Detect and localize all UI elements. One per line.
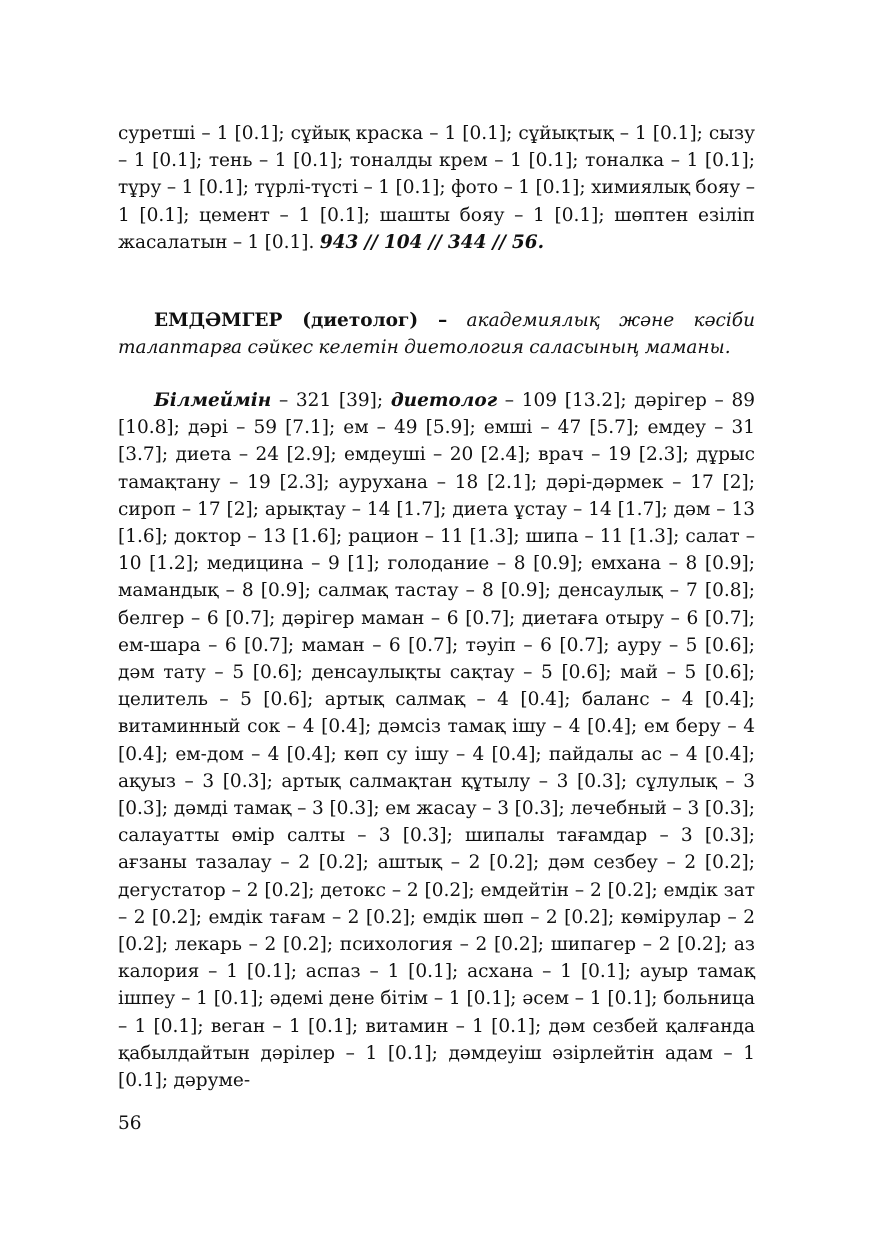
entry-headword: ЕМДӘМГЕР (диетолог) – <box>154 310 448 331</box>
entry-definition-paragraph <box>118 307 755 361</box>
response-list: – 109 [13.2]; дәрігер – 89 [10.8]; дәрі – 59 [7.1]; ем – 49 [5.9]; емші – 47 [5.7]; емдеу – 31 [3.7]; диета – 24 [2.9]; емдеуші – 20 [2.4]; врач – 19 [2.3]; дұрыс тамақтану – 19 [2.3]; аурухана – 18 [2.1]; дәрі-дәрмек – 17 [2]; сироп – 17 [2]; арықтау – 14 [1.7]; диета ұстау – 14 [1.7]; дәм – 13 [1.6]; доктор – 13 [1.6]; рацион – 11 [1.3]; шипа – 11 [1.3]; салат – 10 [1.2]; медицина – 9 [1]; голодание – 8 [0.9]; емхана – 8 [0.9]; мамандық – 8 [0.9]; салмақ тастау – 8 [0.9]; денсаулық – 7 [0.8]; белгер – 6 [0.7]; дәрігер маман – 6 [0.7]; диетаға отыру – 6 [0.7]; ем-шара – 6 [0.7]; маман – 6 [0.7]; тәуіп – 6 [0.7]; ауру – 5 [0.6]; дәм тату – 5 [0.6]; денсаулықты сақтау – 5 [0.6]; май – 5 [0.6]; целитель – 5 [0.6]; артық салмақ – 4 [0.4]; баланс – 4 [0.4]; витаминный сок – 4 [0.4]; дәмсіз тамақ ішу – 4 [0.4]; ем беру – 4 [0.4]; ем-дом – 4 [0.4]; көп су ішу – 4 [0.4]; пайдалы ас – 4 [0.4]; ақуыз – 3 [0.3]; артық салмақтан құтылу – 3 [0.3]; сұлулық – 3 [0.3]; дәмді тамақ – 3 [0.3]; ем жасау – 3 [0.3]; лечебный – 3 [0.3]; салауатты өмір салты – 3 [0.3]; шипалы тағамдар – 3 [0.3]; ағзаны тазалау – 2 [0.2]; аштық – 2 [0.2]; дәм сезбеу – 2 [0.2]; дегустатор – 2 [0.2]; детокс – 2 [0.2]; емдейтін – 2 [0.2]; емдік зат – 2 [0.2]; емдік тағам – 2 [0.2]; емдік шөп – 2 [0.2]; көмірулар – 2 [0.2]; лекарь – 2 [0.2]; психология – 2 [0.2]; шипагер – 2 [0.2]; аз калория – 1 [0.1]; аспаз – 1 [0.1]; асхана – 1 [0.1]; ауыр тамақ ішпеу – 1 [0.1]; әдемі дене бітім – 1 [0.1]; әсем – 1 [0.1]; больница – 1 [0.1]; веган – 1 [0.1]; витамин – 1 [0.1]; дәм сезбей қалғанда қабылдайтын дәрілер – 1 [0.1]; дәмдеуіш әзірлейтін адам – 1 [0.1]; дәруме- <box>118 390 756 1092</box>
entry-responses-paragraph <box>118 387 755 1094</box>
first-response-term: Білмеймін <box>154 390 272 411</box>
entry-definition: академиялық және кәсіби талаптарға сәйкес келетін диетология саласының маманы. <box>118 310 755 359</box>
entry-header <box>118 307 755 361</box>
previous-entry-paragraph <box>118 120 755 256</box>
previous-entry-stats: 943 // 104 // 344 // 56. <box>319 231 545 253</box>
second-response-term: диетолог <box>390 390 498 411</box>
previous-entry-responses: суретші – 1 [0.1]; сұйық краска – 1 [0.1]; сұйықтық – 1 [0.1]; сызу – 1 [0.1]; тень – 1 [0.1]; тоналды крем – 1 [0.1]; тоналка – 1 [0.1]; тұру – 1 [0.1]; түрлі-түсті – 1 [0.1]; фото – 1 [0.1]; химиялық бояу – 1 [0.1]; цемент – 1 [0.1]; шашты бояу – 1 [0.1]; шөптен езіліп жасалатын – 1 [0.1]. <box>118 123 755 253</box>
page-number: 56 <box>118 1113 142 1134</box>
first-response-count: – 321 [39]; <box>271 390 391 411</box>
entry-responses <box>118 387 755 1094</box>
previous-entry-tail <box>118 120 755 256</box>
